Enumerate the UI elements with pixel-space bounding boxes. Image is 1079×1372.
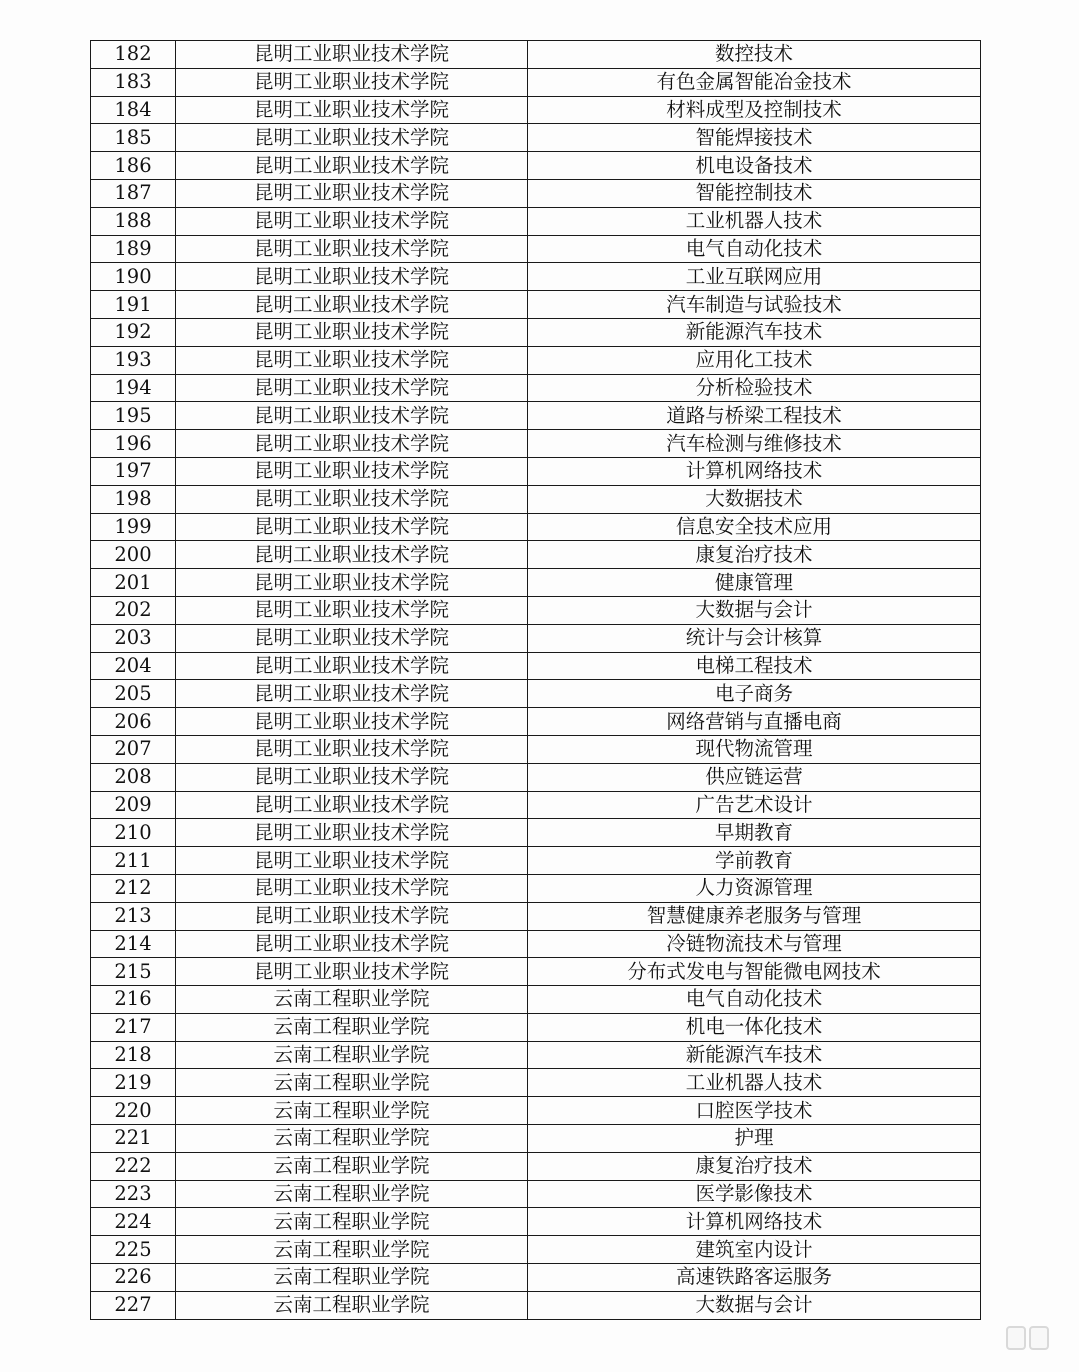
- row-number: 185: [91, 124, 176, 152]
- table-row: [91, 485, 981, 513]
- table-row: [91, 96, 981, 124]
- table-row: [91, 124, 981, 152]
- row-number: 224: [91, 1208, 176, 1236]
- school-name: 云南工程职业学院: [176, 1097, 528, 1125]
- major-name: 新能源汽车技术: [528, 318, 981, 346]
- major-name: 建筑室内设计: [528, 1236, 981, 1264]
- row-number: 219: [91, 1069, 176, 1097]
- row-number: 184: [91, 96, 176, 124]
- table-row: [91, 402, 981, 430]
- major-name: 早期教育: [528, 819, 981, 847]
- school-name: 昆明工业职业技术学院: [176, 680, 528, 708]
- school-name: 云南工程职业学院: [176, 1152, 528, 1180]
- major-name: 现代物流管理: [528, 735, 981, 763]
- major-name: 康复治疗技术: [528, 541, 981, 569]
- major-name: 信息安全技术应用: [528, 513, 981, 541]
- major-name: 新能源汽车技术: [528, 1041, 981, 1069]
- row-number: 204: [91, 652, 176, 680]
- row-number: 225: [91, 1236, 176, 1264]
- row-number: 222: [91, 1152, 176, 1180]
- school-name: 昆明工业职业技术学院: [176, 124, 528, 152]
- table-row: [91, 763, 981, 791]
- school-name: 昆明工业职业技术学院: [176, 624, 528, 652]
- row-number: 183: [91, 68, 176, 96]
- school-name: 昆明工业职业技术学院: [176, 541, 528, 569]
- row-number: 187: [91, 179, 176, 207]
- major-name: 大数据与会计: [528, 596, 981, 624]
- row-number: 209: [91, 791, 176, 819]
- row-number: 226: [91, 1264, 176, 1292]
- major-name: 智能焊接技术: [528, 124, 981, 152]
- school-name: 昆明工业职业技术学院: [176, 569, 528, 597]
- table-row: [91, 735, 981, 763]
- table-row: [91, 235, 981, 263]
- school-name: 昆明工业职业技术学院: [176, 207, 528, 235]
- table-row: [91, 1013, 981, 1041]
- row-number: 196: [91, 430, 176, 458]
- row-number: 191: [91, 291, 176, 319]
- row-number: 182: [91, 41, 176, 69]
- row-number: 211: [91, 847, 176, 875]
- table-row: [91, 680, 981, 708]
- major-name: 工业机器人技术: [528, 1069, 981, 1097]
- table-row: [91, 708, 981, 736]
- school-name: 云南工程职业学院: [176, 1125, 528, 1153]
- watermark-logo: [1006, 1326, 1049, 1350]
- major-list-table: [90, 40, 981, 1320]
- table-row: [91, 1236, 981, 1264]
- major-name: 口腔医学技术: [528, 1097, 981, 1125]
- table-row: [91, 513, 981, 541]
- table-row: [91, 652, 981, 680]
- major-name: 护理: [528, 1125, 981, 1153]
- school-name: 昆明工业职业技术学院: [176, 374, 528, 402]
- table-row: [91, 68, 981, 96]
- table-row: [91, 263, 981, 291]
- school-name: 昆明工业职业技术学院: [176, 346, 528, 374]
- major-name: 康复治疗技术: [528, 1152, 981, 1180]
- school-name: 云南工程职业学院: [176, 1291, 528, 1319]
- school-name: 昆明工业职业技术学院: [176, 457, 528, 485]
- row-number: 201: [91, 569, 176, 597]
- row-number: 218: [91, 1041, 176, 1069]
- row-number: 192: [91, 318, 176, 346]
- row-number: 215: [91, 958, 176, 986]
- major-name: 供应链运营: [528, 763, 981, 791]
- school-name: 昆明工业职业技术学院: [176, 96, 528, 124]
- table-row: [91, 374, 981, 402]
- major-name: 医学影像技术: [528, 1180, 981, 1208]
- major-name: 工业机器人技术: [528, 207, 981, 235]
- table-row: [91, 986, 981, 1014]
- table-row: [91, 569, 981, 597]
- school-name: 昆明工业职业技术学院: [176, 791, 528, 819]
- major-name: 汽车制造与试验技术: [528, 291, 981, 319]
- school-name: 云南工程职业学院: [176, 1041, 528, 1069]
- school-name: 昆明工业职业技术学院: [176, 68, 528, 96]
- row-number: 214: [91, 930, 176, 958]
- row-number: 210: [91, 819, 176, 847]
- major-name: 人力资源管理: [528, 874, 981, 902]
- table-row: [91, 958, 981, 986]
- major-name: 汽车检测与维修技术: [528, 430, 981, 458]
- table-row: [91, 291, 981, 319]
- school-name: 昆明工业职业技术学院: [176, 179, 528, 207]
- major-name: 机电一体化技术: [528, 1013, 981, 1041]
- table-row: [91, 624, 981, 652]
- school-name: 昆明工业职业技术学院: [176, 847, 528, 875]
- major-name: 智慧健康养老服务与管理: [528, 902, 981, 930]
- school-name: 昆明工业职业技术学院: [176, 430, 528, 458]
- row-number: 220: [91, 1097, 176, 1125]
- table-body: [91, 41, 981, 1320]
- row-number: 194: [91, 374, 176, 402]
- school-name: 昆明工业职业技术学院: [176, 763, 528, 791]
- major-name: 广告艺术设计: [528, 791, 981, 819]
- row-number: 193: [91, 346, 176, 374]
- row-number: 189: [91, 235, 176, 263]
- row-number: 200: [91, 541, 176, 569]
- table-row: [91, 430, 981, 458]
- table-row: [91, 1291, 981, 1319]
- school-name: 昆明工业职业技术学院: [176, 958, 528, 986]
- major-name: 应用化工技术: [528, 346, 981, 374]
- row-number: 186: [91, 152, 176, 180]
- major-name: 大数据与会计: [528, 1291, 981, 1319]
- major-name: 网络营销与直播电商: [528, 708, 981, 736]
- major-name: 大数据技术: [528, 485, 981, 513]
- row-number: 197: [91, 457, 176, 485]
- school-name: 昆明工业职业技术学院: [176, 874, 528, 902]
- table-row: [91, 346, 981, 374]
- major-name: 材料成型及控制技术: [528, 96, 981, 124]
- table-row: [91, 207, 981, 235]
- table-row: [91, 541, 981, 569]
- row-number: 198: [91, 485, 176, 513]
- school-name: 云南工程职业学院: [176, 1264, 528, 1292]
- major-name: 高速铁路客运服务: [528, 1264, 981, 1292]
- row-number: 217: [91, 1013, 176, 1041]
- table-row: [91, 1208, 981, 1236]
- school-name: 昆明工业职业技术学院: [176, 291, 528, 319]
- row-number: 208: [91, 763, 176, 791]
- school-name: 云南工程职业学院: [176, 1013, 528, 1041]
- school-name: 昆明工业职业技术学院: [176, 902, 528, 930]
- major-name: 机电设备技术: [528, 152, 981, 180]
- school-name: 云南工程职业学院: [176, 1180, 528, 1208]
- school-name: 昆明工业职业技术学院: [176, 318, 528, 346]
- school-name: 昆明工业职业技术学院: [176, 41, 528, 69]
- school-name: 昆明工业职业技术学院: [176, 652, 528, 680]
- table-row: [91, 930, 981, 958]
- school-name: 云南工程职业学院: [176, 1236, 528, 1264]
- table-row: [91, 819, 981, 847]
- table-row: [91, 791, 981, 819]
- table-row: [91, 1097, 981, 1125]
- table-row: [91, 902, 981, 930]
- table-row: [91, 179, 981, 207]
- row-number: 199: [91, 513, 176, 541]
- table-row: [91, 152, 981, 180]
- major-name: 数控技术: [528, 41, 981, 69]
- major-name: 电气自动化技术: [528, 235, 981, 263]
- major-name: 分析检验技术: [528, 374, 981, 402]
- school-name: 昆明工业职业技术学院: [176, 708, 528, 736]
- school-name: 昆明工业职业技术学院: [176, 485, 528, 513]
- table-row: [91, 457, 981, 485]
- row-number: 227: [91, 1291, 176, 1319]
- school-name: 昆明工业职业技术学院: [176, 819, 528, 847]
- school-name: 昆明工业职业技术学院: [176, 930, 528, 958]
- major-name: 健康管理: [528, 569, 981, 597]
- row-number: 190: [91, 263, 176, 291]
- major-name: 统计与会计核算: [528, 624, 981, 652]
- watermark-mark: [1029, 1326, 1049, 1350]
- table-row: [91, 847, 981, 875]
- row-number: 223: [91, 1180, 176, 1208]
- row-number: 206: [91, 708, 176, 736]
- school-name: 云南工程职业学院: [176, 1208, 528, 1236]
- row-number: 212: [91, 874, 176, 902]
- row-number: 188: [91, 207, 176, 235]
- row-number: 195: [91, 402, 176, 430]
- table-row: [91, 1180, 981, 1208]
- major-name: 电梯工程技术: [528, 652, 981, 680]
- table-row: [91, 41, 981, 69]
- watermark-mark: [1006, 1326, 1026, 1350]
- row-number: 205: [91, 680, 176, 708]
- row-number: 207: [91, 735, 176, 763]
- school-name: 昆明工业职业技术学院: [176, 513, 528, 541]
- school-name: 昆明工业职业技术学院: [176, 263, 528, 291]
- school-name: 昆明工业职业技术学院: [176, 402, 528, 430]
- table-row: [91, 1069, 981, 1097]
- major-name: 工业互联网应用: [528, 263, 981, 291]
- table-row: [91, 596, 981, 624]
- major-name: 有色金属智能冶金技术: [528, 68, 981, 96]
- school-name: 昆明工业职业技术学院: [176, 235, 528, 263]
- table-row: [91, 1125, 981, 1153]
- row-number: 203: [91, 624, 176, 652]
- major-name: 计算机网络技术: [528, 457, 981, 485]
- table-row: [91, 874, 981, 902]
- school-name: 昆明工业职业技术学院: [176, 152, 528, 180]
- major-name: 道路与桥梁工程技术: [528, 402, 981, 430]
- major-name: 电气自动化技术: [528, 986, 981, 1014]
- major-name: 分布式发电与智能微电网技术: [528, 958, 981, 986]
- school-name: 昆明工业职业技术学院: [176, 596, 528, 624]
- major-name: 智能控制技术: [528, 179, 981, 207]
- table-row: [91, 1152, 981, 1180]
- school-name: 云南工程职业学院: [176, 1069, 528, 1097]
- major-name: 电子商务: [528, 680, 981, 708]
- row-number: 216: [91, 986, 176, 1014]
- school-name: 云南工程职业学院: [176, 986, 528, 1014]
- major-name: 冷链物流技术与管理: [528, 930, 981, 958]
- row-number: 202: [91, 596, 176, 624]
- major-name: 计算机网络技术: [528, 1208, 981, 1236]
- row-number: 213: [91, 902, 176, 930]
- table-row: [91, 1264, 981, 1292]
- table-row: [91, 318, 981, 346]
- school-name: 昆明工业职业技术学院: [176, 735, 528, 763]
- table-row: [91, 1041, 981, 1069]
- row-number: 221: [91, 1125, 176, 1153]
- major-name: 学前教育: [528, 847, 981, 875]
